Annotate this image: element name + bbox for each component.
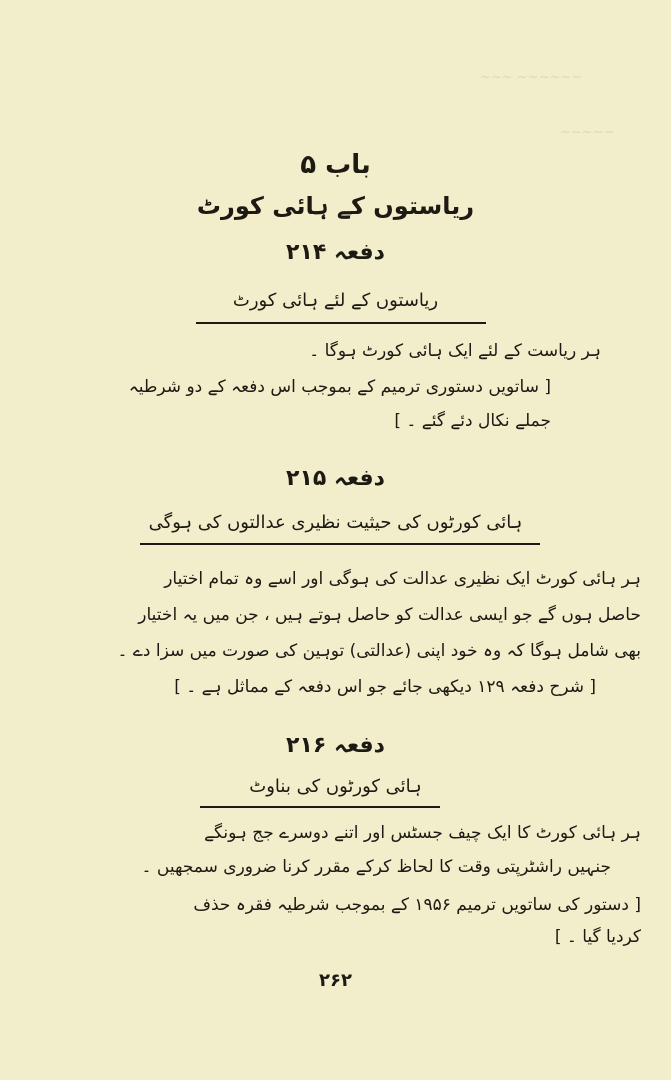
- section-line: ہر ہائی کورٹ کا ایک چیف جسٹس اور اتنے دوسرے جج ہونگے: [204, 823, 641, 843]
- section-line: ہر ہائی کورٹ ایک نظیری عدالت کی ہوگی اور اسے وہ تمام اختیار: [164, 569, 641, 589]
- section-line: جملے نکال دئے گئے ۔ ]: [394, 411, 551, 431]
- section-title-underline: [200, 806, 440, 808]
- section-line: حاصل ہوں گے جو ایسی عدالت کو حاصل ہوتے ہیں ، جن میں یہ اختیار: [138, 605, 641, 625]
- chapter-label: باب ۵: [300, 150, 371, 180]
- section-line: [ شرح دفعہ ۱۲۹ دیکھی جائے جو اس دفعہ کے مماثل ہے ۔ ]: [174, 677, 596, 697]
- bleed-through-mark: ~~~~~: [560, 125, 615, 140]
- section-title: ہائی کورٹوں کی حیثیت نظیری عدالتوں کی ہوگی: [148, 512, 523, 533]
- section-title: ریاستوں کے لئے ہائی کورٹ: [232, 290, 439, 311]
- section-line: [ ساتویں دستوری ترمیم کے بموجب اس دفعہ کے دو شرطیہ: [128, 377, 551, 397]
- section-title-underline: [140, 543, 540, 545]
- page-number: ۲۶۲: [319, 970, 352, 991]
- section-line: جنہیں راشٹرپتی وقت کا لحاظ کرکے مقرر کرنا ضروری سمجھیں ۔: [141, 857, 611, 877]
- section-number: دفعہ ۲۱۶: [286, 733, 385, 758]
- section-line: کردیا گیا ۔ ]: [554, 927, 641, 947]
- section-title: ہائی کورٹوں کی بناوٹ: [249, 776, 422, 797]
- chapter-title: ریاستوں کے ہائی کورٹ: [196, 192, 475, 220]
- section-line: ہر ریاست کے لئے ایک ہائی کورٹ ہوگا ۔: [309, 341, 601, 361]
- section-title-underline: [196, 322, 486, 324]
- section-line: [ دستور کی ساتویں ترمیم ۱۹۵۶ کے بموجب شرطیہ فقرہ حذف: [193, 895, 641, 915]
- section-number: دفعہ ۲۱۴: [286, 240, 385, 265]
- bleed-through-mark: ~~~~~~ ~~~: [480, 70, 583, 85]
- section-line: بھی شامل ہوگا کہ وہ خود اپنی (عدالتی) توہین کی صورت میں سزا دے ۔: [117, 641, 641, 661]
- section-number: دفعہ ۲۱۵: [286, 466, 385, 491]
